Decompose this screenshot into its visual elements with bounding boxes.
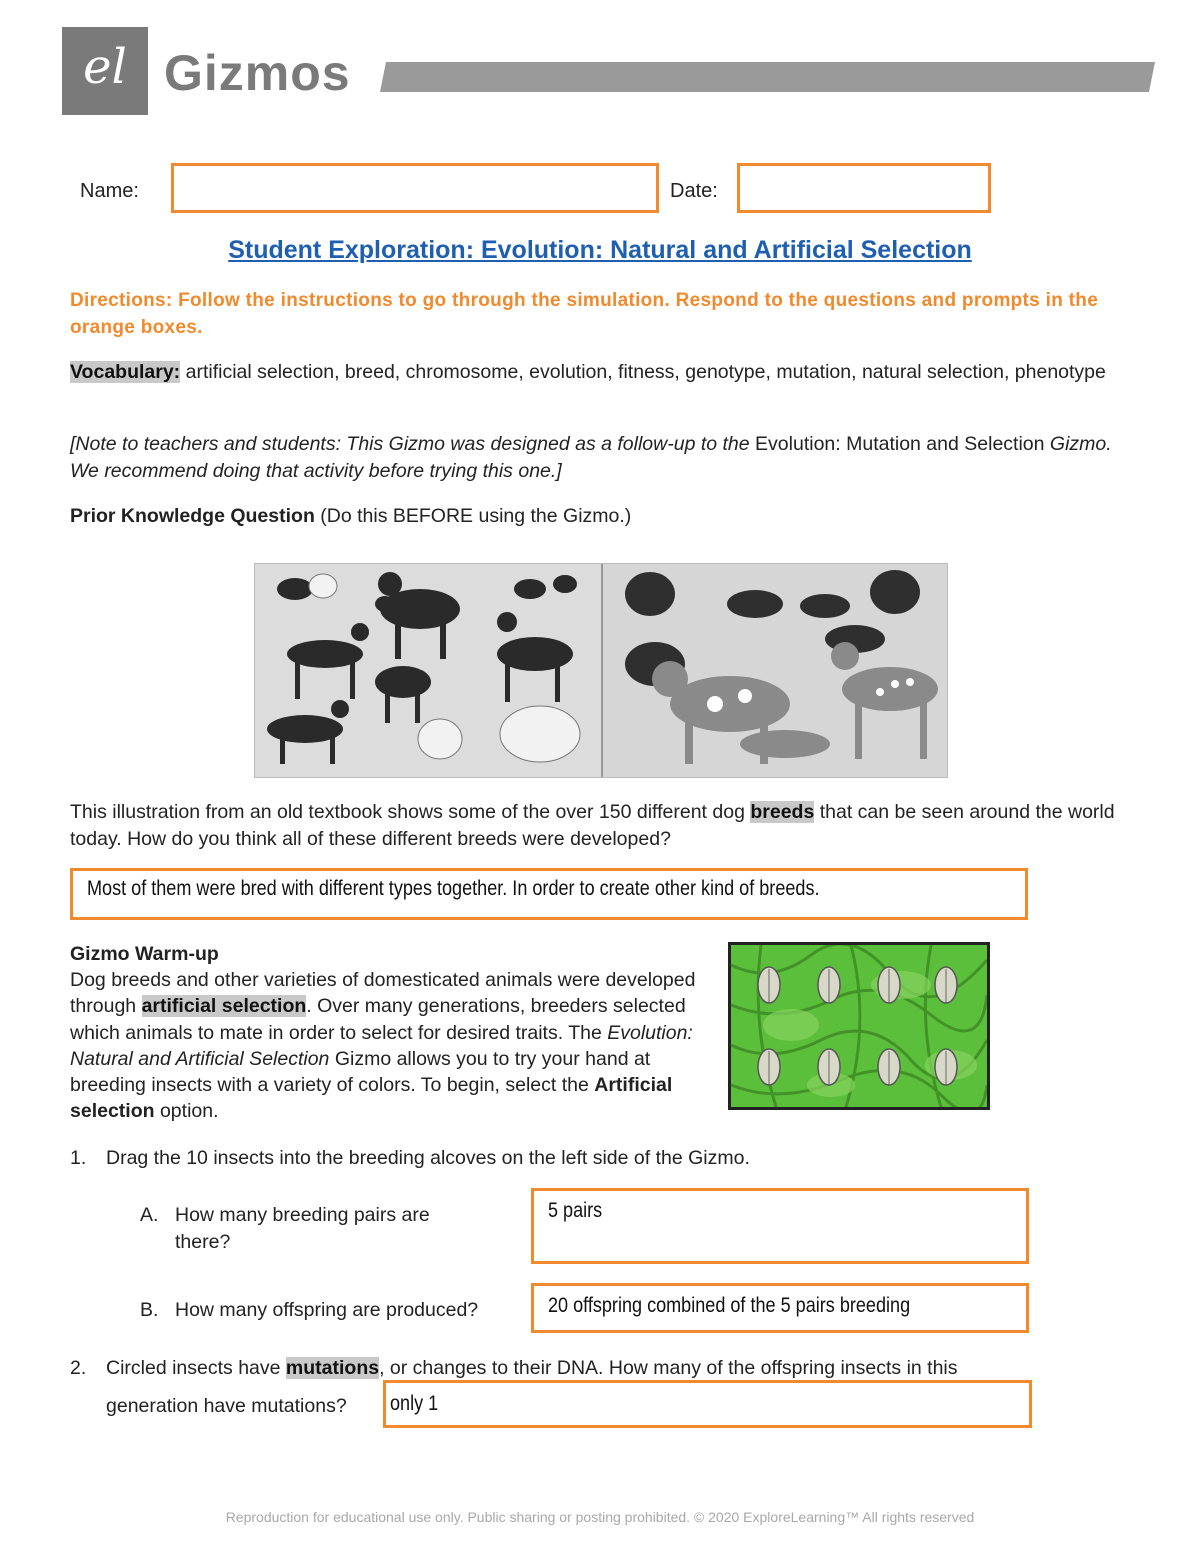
- prior-answer-box[interactable]: [70, 868, 1028, 920]
- q2-part2: , or changes to their DNA. How many of the offspring insects in this: [379, 1357, 958, 1379]
- qa-text: How many breeding pairs are there?: [175, 1204, 430, 1253]
- qb-text: How many offspring are produced?: [175, 1299, 479, 1321]
- qb-answer-box[interactable]: [531, 1283, 1029, 1333]
- note-gizmo-name: Evolution: Mutation and Selection: [755, 433, 1045, 455]
- warmup-heading: Gizmo Warm-up: [70, 943, 219, 965]
- q1-text: Drag the 10 insects into the breeding alcoves on the left side of the Gizmo.: [106, 1147, 750, 1169]
- name-field[interactable]: [171, 163, 659, 213]
- q2-answer-box[interactable]: [383, 1380, 1032, 1428]
- warmup-term: artificial selection: [141, 995, 307, 1018]
- date-field[interactable]: [737, 163, 991, 213]
- prior-knowledge-heading: [70, 503, 1140, 530]
- note-part3: Gizmo. We recommend doing that activity before trying this one.]: [70, 433, 1112, 482]
- qb-answer-text: 20 offspring combined of the 5 pairs breeding: [548, 1294, 911, 1317]
- brand-name: Gizmos: [164, 45, 351, 101]
- warmup-gizmo-name: Evolution: Natural and Artificial Selection: [70, 1021, 693, 1070]
- warmup-p4: option.: [154, 1100, 219, 1123]
- insects-gizmo-image: [728, 942, 990, 1110]
- prior-question: [70, 799, 1140, 853]
- insects-on-leaves: [731, 945, 987, 1107]
- teacher-note: [70, 431, 1140, 485]
- q2-text: [106, 1355, 1106, 1382]
- q2-term: mutations: [285, 1357, 380, 1379]
- vocabulary-label: Vocabulary:: [70, 361, 181, 383]
- q2-answer-text: only 1: [390, 1392, 439, 1415]
- warmup-p3: Gizmo allows you to try your hand at breeding insects with a variety of colors. To begin, select the: [70, 1047, 651, 1097]
- qa-letter: A.: [140, 1204, 159, 1226]
- page-title: Student Exploration: Evolution: Natural and Artificial Selection: [228, 236, 972, 264]
- note-part1: [Note to teachers and students: This Gizmo was designed as a follow-up to the: [70, 433, 756, 455]
- warmup-option: Artificial selection: [70, 1074, 673, 1123]
- logo-glyph: el: [83, 39, 127, 95]
- vocabulary-terms: artificial selection, breed, chromosome, evolution, fitness, genotype, mutation, natural selection, phenotype: [180, 361, 1106, 383]
- warmup-paragraph: [70, 967, 715, 1125]
- q2-part1: Circled insects have: [106, 1357, 286, 1379]
- q1-number: 1.: [70, 1147, 87, 1169]
- prior-q-part1: This illustration from an old textbook shows some of the over 150 different dog: [70, 801, 751, 823]
- copyright-footer: Reproduction for educational use only. Public sharing or posting prohibited. © 2020 ExploreLearning™ All rights reserved: [225, 1509, 975, 1525]
- q2-line2: generation have mutations?: [106, 1395, 347, 1417]
- vocabulary-paragraph: [70, 359, 1140, 386]
- warmup-p1: Dog breeds and other varieties of domesticated animals were developed through: [70, 969, 696, 1018]
- prior-sub: (Do this BEFORE using the Gizmo.): [314, 505, 632, 527]
- qb-letter: B.: [140, 1299, 159, 1321]
- prior-q-term: breeds: [750, 801, 815, 823]
- name-label: Name:: [80, 180, 139, 202]
- directions-text: Directions: Follow the instructions to go through the simulation. Respond to the questions and prompts in the orange boxes.: [70, 290, 1099, 338]
- dog-breeds-image: [255, 564, 947, 777]
- warmup-p2: . Over many generations, breeders selected which animals to mate in order to select for desired traits. The: [70, 995, 686, 1044]
- prior-answer-text: Most of them were bred with different types together. In order to create other kind of breeds.: [87, 877, 820, 900]
- date-label: Date:: [670, 180, 718, 202]
- q2-number: 2.: [70, 1357, 87, 1379]
- logo-badge: [62, 27, 148, 115]
- dog-breeds-illustration: [254, 563, 948, 778]
- qa-answer-box[interactable]: [531, 1188, 1029, 1264]
- prior-q-part2: that can be seen around the world today. How do you think all of these different breeds were developed?: [70, 801, 1115, 850]
- qa-answer-text: 5 pairs: [548, 1199, 603, 1222]
- header-bar: [380, 62, 1155, 92]
- prior-heading: Prior Knowledge Question: [70, 505, 315, 527]
